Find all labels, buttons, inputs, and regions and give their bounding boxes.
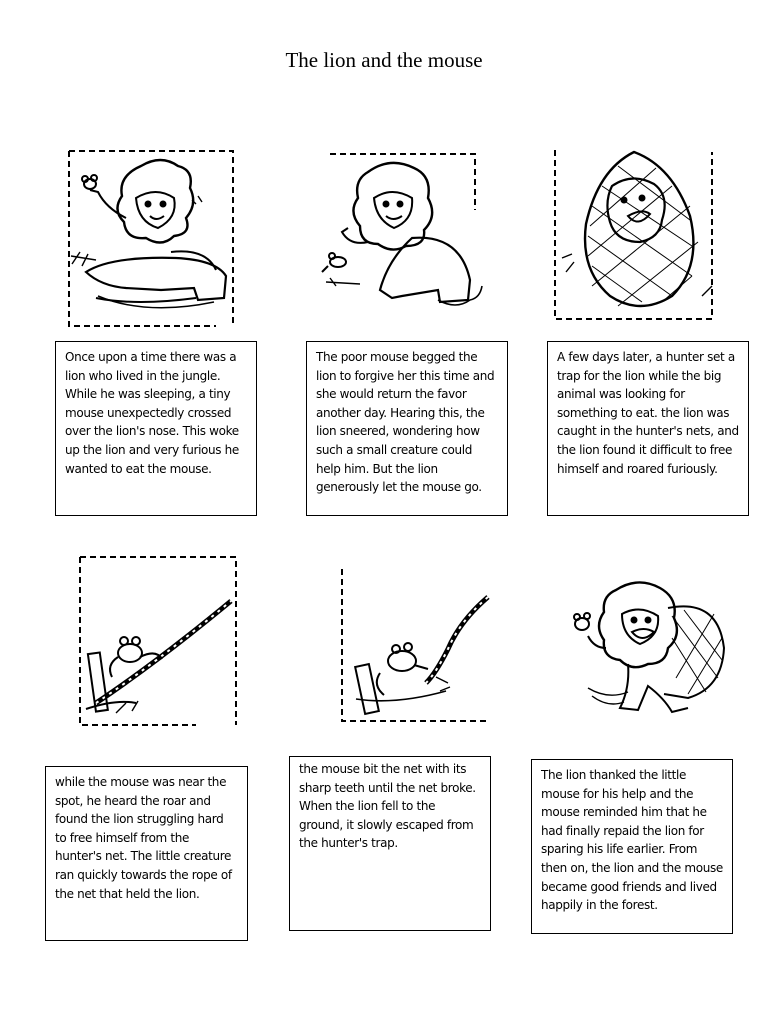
page-title: The lion and the mouse	[285, 48, 483, 72]
lion-releasing-mouse-illustration	[320, 150, 485, 320]
mouse-biting-rope-illustration	[336, 565, 496, 725]
story-panel-4-text: while the mouse was near the spot, he heard the roar and found the lion struggling hard to free himself from the hunter's net. The little creature ran quickly towards the rope of the net that held the lion.	[45, 766, 248, 941]
lion-holding-mouse-illustration	[66, 148, 236, 328]
story-panel-2-text: The poor mouse begged the lion to forgive her this time and she would return the favor another day. Hearing this, the lion sneered, wondering how such a small creature could help him. But the lion generously let the mouse go.	[306, 341, 508, 516]
story-panel-3-text: A few days later, a hunter set a trap for the lion while the big animal was looking for something to eat. the lion was caught in the hunter's nets, and the lion found it difficult to free himself and roared furiously.	[547, 341, 749, 516]
story-panel-5-text: the mouse bit the net with its sharp teeth until the net broke. When the lion fell to the ground, it slowly escaped from the hunter's trap.	[289, 756, 491, 931]
lion-in-net-illustration	[552, 146, 717, 321]
story-panel-6-text: The lion thanked the little mouse for his help and the mouse reminded him that he had finally repaid the lion for sparing his life earlier. From then on, the lion and the mouse became good friends and lived happily in the forest.	[531, 759, 733, 934]
lion-thanking-mouse-illustration	[568, 568, 728, 728]
mouse-on-rope-illustration	[76, 553, 241, 730]
story-panel-1-text: Once upon a time there was a lion who lived in the jungle. While he was sleeping, a tiny mouse unexpectedly crossed over the lion's nose. This woke up the lion and very furious he wanted to eat the mouse.	[55, 341, 257, 516]
